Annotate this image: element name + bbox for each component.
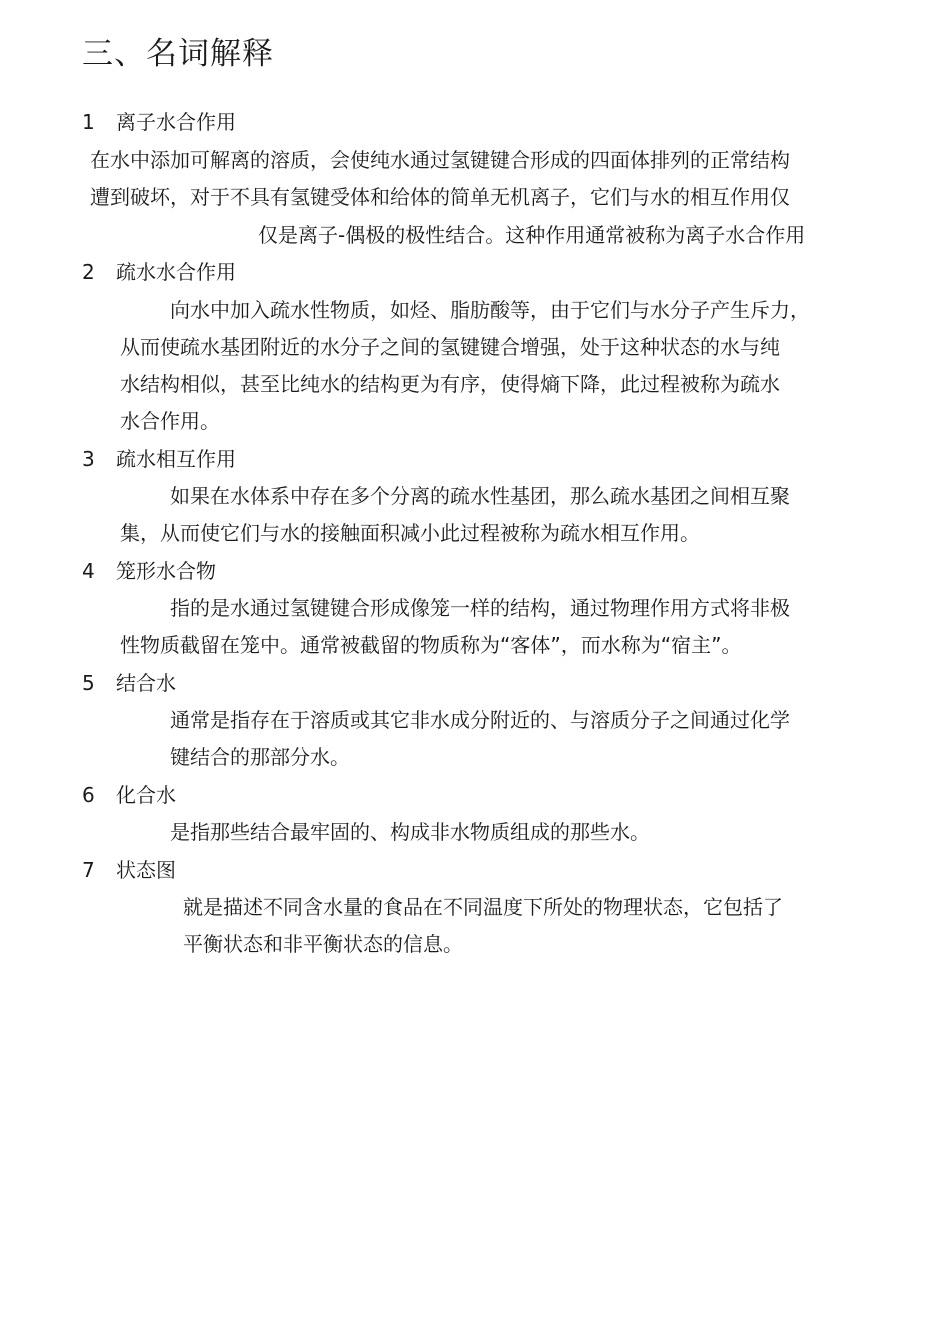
term-name: 状态图: [116, 858, 176, 882]
term-number: 4: [82, 559, 95, 583]
definition-line: 如果在水体系中存在多个分离的疏水性基团，那么疏水基团之间相互聚: [170, 484, 790, 508]
definition-line: 就是描述不同含水量的食品在不同温度下所处的物理状态，它包括了: [183, 895, 783, 919]
definition-line: 是指那些结合最牢固的、构成非水物质组成的那些水。: [170, 820, 650, 844]
term-heading-4: [82, 557, 216, 585]
section-title: 三、名词解释: [82, 36, 274, 72]
definition-line: 水结构相似，甚至比纯水的结构更为有序，使得熵下降，此过程被称为疏水: [120, 372, 780, 396]
term-name: 离子水合作用: [116, 110, 236, 134]
definition-line: 从而使疏水基团附近的水分子之间的氢键键合增强，处于这种状态的水与纯: [120, 335, 780, 359]
term-name: 结合水: [116, 671, 176, 695]
definition-line: 性物质截留在笼中。通常被截留的物质称为“客体”，而水称为“宿主”。: [120, 633, 742, 657]
definition-line: 水合作用。: [120, 409, 220, 433]
definition-line: 在水中添加可解离的溶质，会使纯水通过氢键键合形成的四面体排列的正常结构: [90, 148, 790, 172]
term-number: 2: [82, 260, 95, 284]
definition-line: 平衡状态和非平衡状态的信息。: [183, 932, 463, 956]
definition-line: 仅是离子-偶极的极性结合。这种作用通常被称为离子水合作用: [258, 223, 806, 247]
term-name: 疏水水合作用: [116, 260, 236, 284]
term-number: 6: [82, 783, 95, 807]
term-heading-2: [82, 258, 236, 286]
term-heading-7: [82, 856, 176, 884]
definition-line: 向水中加入疏水性物质，如烃、脂肪酸等，由于它们与水分子产生斥力，: [170, 298, 810, 322]
definition-line: 键结合的那部分水。: [170, 745, 350, 769]
term-heading-1: [82, 108, 236, 136]
term-number: 3: [82, 447, 95, 471]
term-number: 1: [82, 110, 95, 134]
term-number: 5: [82, 671, 95, 695]
definition-line: 指的是水通过氢键键合形成像笼一样的结构，通过物理作用方式将非极: [170, 596, 790, 620]
term-heading-3: [82, 445, 236, 473]
definition-line: 遭到破坏，对于不具有氢键受体和给体的简单无机离子，它们与水的相互作用仅: [90, 185, 790, 209]
term-heading-6: [82, 781, 176, 809]
term-heading-5: [82, 669, 176, 697]
term-number: 7: [82, 858, 95, 882]
definition-line: 集，从而使它们与水的接触面积减小此过程被称为疏水相互作用。: [120, 521, 700, 545]
term-name: 化合水: [116, 783, 176, 807]
term-name: 笼形水合物: [116, 559, 216, 583]
term-name: 疏水相互作用: [116, 447, 236, 471]
definition-line: 通常是指存在于溶质或其它非水成分附近的、与溶质分子之间通过化学: [170, 708, 790, 732]
